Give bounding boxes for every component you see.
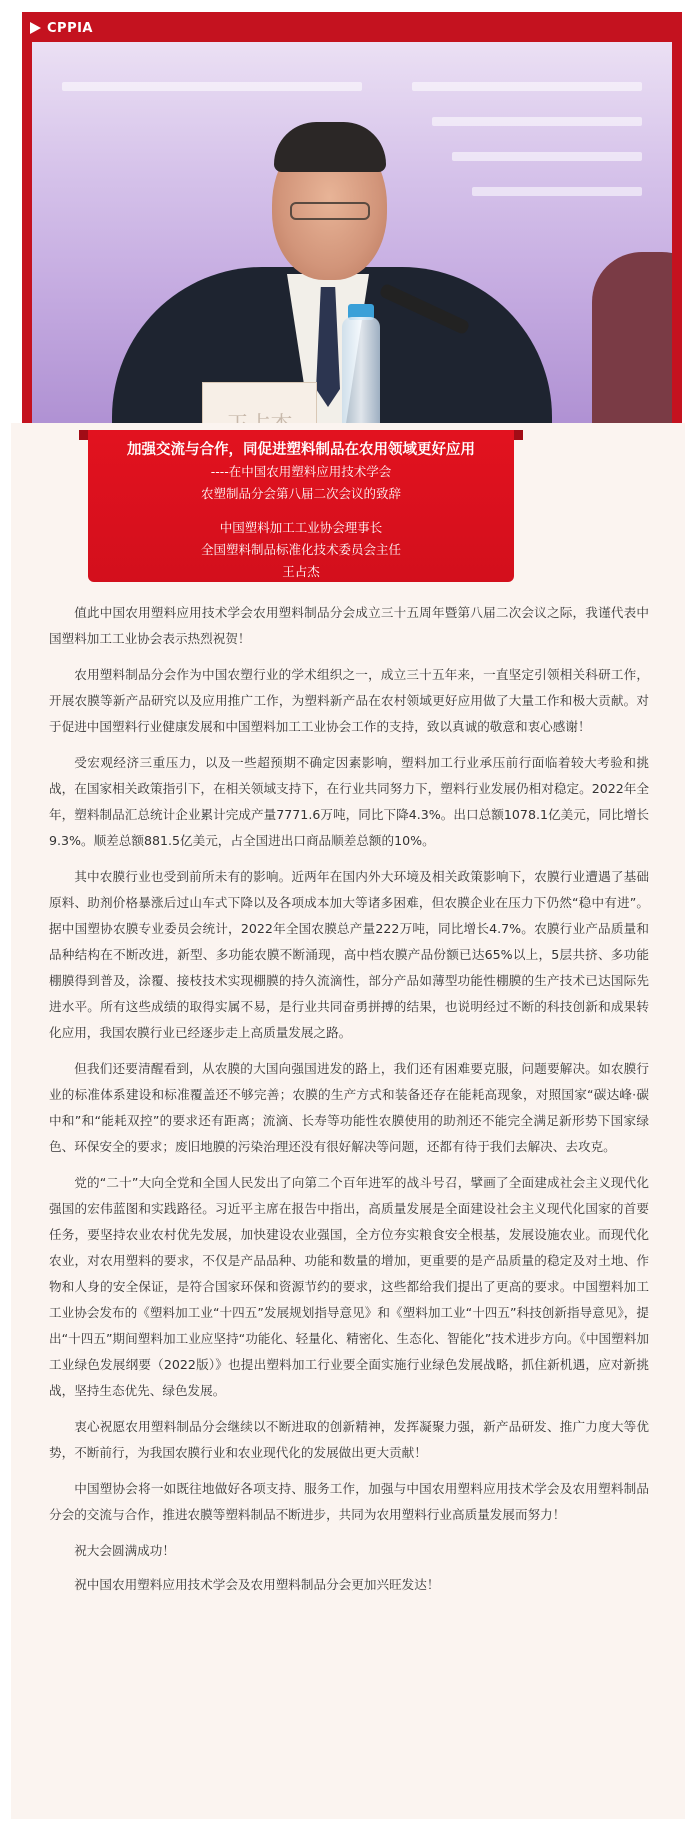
paragraph: 但我们还要清醒看到，从农膜的大国向强国进发的路上，我们还有困难要克服，问题要解决。如农膜行业的标准体系建设和标准覆盖还不够完善；农膜的生产方式和装备还存在能耗高现象，对照国家“碳达峰·碳中和”和“能耗双控”的要求还有距离；流滴、长寿等功能性农膜使用的助剂还不能完全满足新形势下国家绿色、环保安全的要求；废旧地膜的污染治理还没有很好解决等问题，还都有待于我们去解决、去攻克。 [49, 1061, 649, 1154]
paragraph: 祝大会圆满成功！ [74, 1543, 175, 1558]
title-box [88, 430, 514, 582]
paragraph: 农用塑料制品分会作为中国农塑行业的学术组织之一，成立三十五年来，一直坚定引领相关科研工作，开展农膜等新产品研究以及应用推广工作，为塑料新产品在农村领域更好应用做了大量工作和极大贡献。对于促进中国塑料行业健康发展和中国塑料加工工业协会工作的支持，致以真诚的敬意和衷心感谢！ [49, 667, 649, 734]
speaker-hair [274, 122, 386, 172]
banner-stripe [432, 117, 642, 126]
paragraph: 祝中国农用塑料应用技术学会及农用塑料制品分会更加兴旺发达！ [74, 1577, 440, 1592]
banner-stripe [472, 187, 642, 196]
title-tab-right [514, 430, 523, 440]
article-body [49, 600, 649, 1606]
glasses-icon [290, 202, 370, 220]
hero-photo-card [22, 12, 682, 476]
paragraph: 党的“二十”大向全党和全国人民发出了向第二个百年进军的战斗号召，擘画了全面建成社会主义现代化强国的宏伟蓝图和实践路径。习近平主席在报告中指出，高质量发展是全面建设社会主义现代化国家的首要任务，要坚持农业农村优先发展，加快建设农业强国，全方位夯实粮食安全根基，发展设施农业。而现代化农业，对农用塑料的要求，不仅是产品品种、功能和数量的增加，更重要的是产品质量的稳定及对土地、作物和人身的安全保证，是符合国家环保和资源节约的要求，这些都给我们提出了更高的要求。中国塑料加工工业协会发布的《塑料加工业“十四五”发展规划指导意见》和《塑料加工业“十四五”科技创新指导意见》，提出“十四五”期间塑料加工业应坚持“功能化、轻量化、精密化、生态化、智能化”技术进步方向。《中国塑料加工业绿色发展纲要（2022版）》也提出塑料加工行业要全面实施行业绿色发展战略，抓住新机遇，应对新挑战，坚持生态优先、绿色发展。 [49, 1175, 649, 1398]
banner-stripe [62, 82, 362, 91]
paragraph: 值此中国农用塑料应用技术学会农用塑料制品分会成立三十五周年暨第八届二次会议之际，我谨代表中国塑料加工工业协会表示热烈祝贺！ [49, 605, 649, 646]
banner-stripe [412, 82, 642, 91]
author-line: 中国塑料加工工业协会理事长 [219, 520, 383, 535]
brand-label [30, 17, 93, 39]
speaker-photo [32, 42, 672, 466]
subtitle-line: ----在中国农用塑料应用技术学会 [210, 464, 392, 479]
paragraph: 衷心祝愿农用塑料制品分会继续以不断进取的创新精神，发挥凝聚力强，新产品研发、推广力度大等优势，不断前行，为我国农膜行业和农业现代化的发展做出更大贡献！ [49, 1419, 649, 1460]
title-tab-left [79, 430, 88, 440]
paragraph: 其中农膜行业也受到前所未有的影响。近两年在国内外大环境及相关政策影响下，农膜行业遭遇了基础原料、助剂价格暴涨后过山车式下降以及各项成本加大等诸多困难，但农膜企业在压力下仍然“稳中有进”。据中国塑协农膜专业委员会统计，2022年全国农膜总产量222万吨，同比增长4.7%。农膜行业产品质量和品种结构在不断改进，新型、多功能农膜不断涌现，高中档农膜产品份额已达65%以上，5层共挤、多功能棚膜得到普及，涂覆、接枝技术实现棚膜的持久流滴性，部分产品如薄型功能性棚膜的生产技术已达国际先进水平。所有这些成绩的取得实属不易，是行业共同奋勇拼搏的结果，也说明经过不断的科技创新和成果转化应用，我国农膜行业已经逐步走上高质量发展之路。 [49, 869, 649, 1040]
banner-stripe [452, 152, 642, 161]
play-arrow-icon [30, 22, 41, 34]
brand-text: CPPIA [47, 20, 93, 36]
paragraph: 中国塑协会将一如既往地做好各项支持、服务工作，加强与中国农用塑料应用技术学会及农用塑料制品分会的交流与合作，推进农膜等塑料制品不断进步，共同为农用塑料行业高质量发展而努力！ [49, 1481, 649, 1522]
paragraph: 受宏观经济三重压力，以及一些超预期不确定因素影响，塑料加工行业承压前行面临着较大考验和挑战，在国家相关政策指引下，在相关领域支持下，在行业共同努力下，塑料行业发展仍相对稳定。2022年全年，塑料制品汇总统计企业累计完成产量7771.6万吨，同比下降4.3%。出口总额1078.1亿美元，同比增长9.3%。顺差总额881.5亿美元，占全国进出口商品顺差总额的10%。 [49, 755, 649, 848]
article-title: 加强交流与合作，同促进塑料制品在农用领域更好应用 [127, 442, 475, 458]
author-name: 王占杰 [282, 564, 320, 579]
author-line: 全国塑料制品标准化技术委员会主任 [200, 542, 401, 557]
subtitle-line: 农塑制品分会第八届二次会议的致辞 [200, 486, 401, 501]
